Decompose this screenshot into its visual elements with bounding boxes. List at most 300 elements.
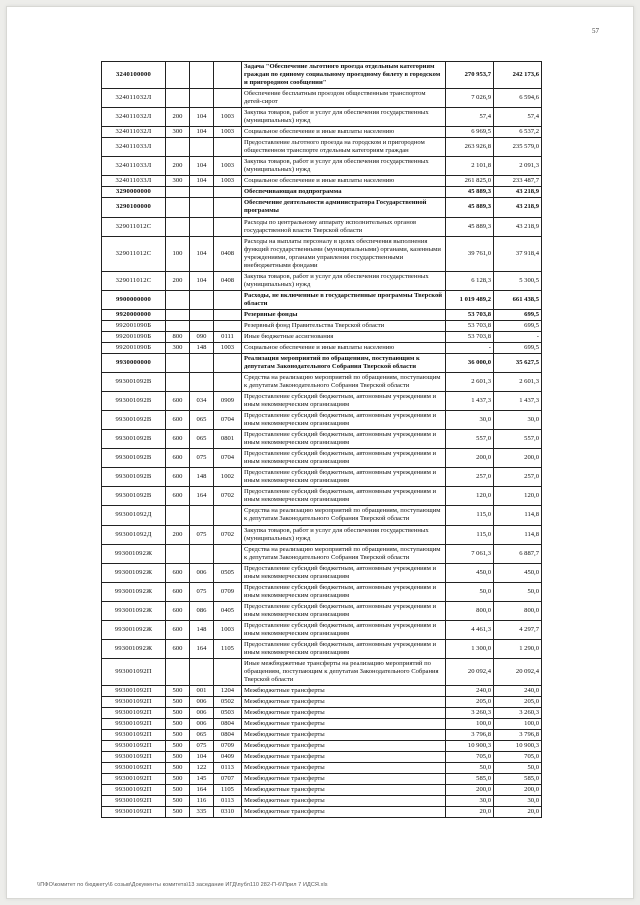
description-cell: Задача "Обеспечение льготного проезда отдельным категориям граждан по единому социальному проездному билету в городском и пригородном сообщении" bbox=[242, 62, 446, 89]
amount-approved-cell: 57,4 bbox=[446, 108, 494, 127]
amount-executed-cell: 20 092,4 bbox=[494, 658, 542, 685]
subgroup-cell: 104 bbox=[190, 176, 214, 187]
description-cell: Межбюджетные трансферты bbox=[242, 796, 446, 807]
amount-executed-cell: 30,0 bbox=[494, 411, 542, 430]
table-row bbox=[102, 411, 542, 430]
amount-approved-cell: 50,0 bbox=[446, 582, 494, 601]
amount-approved-cell: 20 092,4 bbox=[446, 658, 494, 685]
code-cell: 993001092П bbox=[102, 658, 166, 685]
amount-executed-cell: 2 601,3 bbox=[494, 373, 542, 392]
code-cell: 993001092В bbox=[102, 411, 166, 430]
code-cell: 993001092П bbox=[102, 741, 166, 752]
section-cell: 0804 bbox=[214, 730, 242, 741]
expense-group-cell bbox=[166, 89, 190, 108]
section-cell: 0408 bbox=[214, 236, 242, 271]
description-cell: Предоставление субсидий бюджетным, автономным учреждениям и иным некоммерческим организациям bbox=[242, 487, 446, 506]
amount-executed-cell: 661 438,5 bbox=[494, 290, 542, 309]
code-cell: 324011032Л bbox=[102, 127, 166, 138]
amount-approved-cell: 39 761,0 bbox=[446, 236, 494, 271]
description-cell: Предоставление субсидий бюджетным, автономным учреждениям и иным некоммерческим организациям bbox=[242, 411, 446, 430]
subgroup-cell: 075 bbox=[190, 741, 214, 752]
amount-executed-cell: 50,0 bbox=[494, 763, 542, 774]
subgroup-cell bbox=[190, 138, 214, 157]
subgroup-cell: 086 bbox=[190, 601, 214, 620]
expense-group-cell bbox=[166, 217, 190, 236]
description-cell: Межбюджетные трансферты bbox=[242, 708, 446, 719]
table-row bbox=[102, 187, 542, 198]
section-cell: 0801 bbox=[214, 430, 242, 449]
table-row bbox=[102, 290, 542, 309]
code-cell: 993001092В bbox=[102, 430, 166, 449]
subgroup-cell bbox=[190, 309, 214, 320]
table-row bbox=[102, 620, 542, 639]
amount-executed-cell: 6 594,6 bbox=[494, 89, 542, 108]
code-cell: 993001092Ж bbox=[102, 620, 166, 639]
code-cell: 993001092П bbox=[102, 708, 166, 719]
expense-group-cell: 600 bbox=[166, 601, 190, 620]
section-cell: 0408 bbox=[214, 271, 242, 290]
amount-approved-cell: 53 703,8 bbox=[446, 320, 494, 331]
description-cell: Предоставление субсидий бюджетным, автономным учреждениям и иным некоммерческим организациям bbox=[242, 392, 446, 411]
amount-executed-cell: 120,0 bbox=[494, 487, 542, 506]
expense-group-cell: 600 bbox=[166, 411, 190, 430]
expense-group-cell bbox=[166, 320, 190, 331]
section-cell: 1003 bbox=[214, 620, 242, 639]
amount-approved-cell: 270 953,7 bbox=[446, 62, 494, 89]
amount-executed-cell: 699,5 bbox=[494, 342, 542, 353]
table-row bbox=[102, 108, 542, 127]
table-row bbox=[102, 157, 542, 176]
section-cell: 1204 bbox=[214, 686, 242, 697]
table-row bbox=[102, 342, 542, 353]
table-row bbox=[102, 658, 542, 685]
amount-approved-cell: 115,0 bbox=[446, 506, 494, 525]
expense-group-cell: 200 bbox=[166, 271, 190, 290]
subgroup-cell bbox=[190, 544, 214, 563]
amount-executed-cell: 114,8 bbox=[494, 506, 542, 525]
description-cell: Межбюджетные трансферты bbox=[242, 730, 446, 741]
section-cell: 1105 bbox=[214, 639, 242, 658]
expense-group-cell: 500 bbox=[166, 697, 190, 708]
section-cell bbox=[214, 544, 242, 563]
section-cell bbox=[214, 217, 242, 236]
subgroup-cell: 164 bbox=[190, 487, 214, 506]
amount-executed-cell: 2 091,3 bbox=[494, 157, 542, 176]
subgroup-cell bbox=[190, 373, 214, 392]
expense-group-cell bbox=[166, 506, 190, 525]
expense-group-cell: 200 bbox=[166, 525, 190, 544]
amount-executed-cell: 1 290,0 bbox=[494, 639, 542, 658]
expense-group-cell: 600 bbox=[166, 430, 190, 449]
amount-approved-cell: 50,0 bbox=[446, 763, 494, 774]
expense-group-cell: 600 bbox=[166, 449, 190, 468]
amount-approved-cell: 200,0 bbox=[446, 785, 494, 796]
code-cell: 993001092П bbox=[102, 686, 166, 697]
amount-approved-cell: 261 825,0 bbox=[446, 176, 494, 187]
subgroup-cell: 148 bbox=[190, 342, 214, 353]
table-row bbox=[102, 127, 542, 138]
amount-approved-cell: 3 796,8 bbox=[446, 730, 494, 741]
subgroup-cell: 116 bbox=[190, 796, 214, 807]
section-cell: 0702 bbox=[214, 487, 242, 506]
amount-approved-cell: 30,0 bbox=[446, 796, 494, 807]
subgroup-cell: 006 bbox=[190, 563, 214, 582]
table-row bbox=[102, 708, 542, 719]
amount-executed-cell: 20,0 bbox=[494, 807, 542, 818]
expense-group-cell: 500 bbox=[166, 752, 190, 763]
table-row bbox=[102, 807, 542, 818]
subgroup-cell: 104 bbox=[190, 127, 214, 138]
amount-executed-cell: 257,0 bbox=[494, 468, 542, 487]
code-cell: 993001092В bbox=[102, 449, 166, 468]
subgroup-cell: 104 bbox=[190, 236, 214, 271]
section-cell: 0409 bbox=[214, 752, 242, 763]
expense-group-cell: 300 bbox=[166, 342, 190, 353]
table-row bbox=[102, 217, 542, 236]
section-cell: 0505 bbox=[214, 563, 242, 582]
table-row bbox=[102, 601, 542, 620]
amount-approved-cell: 257,0 bbox=[446, 468, 494, 487]
document-page bbox=[6, 6, 634, 899]
subgroup-cell: 104 bbox=[190, 752, 214, 763]
table-row bbox=[102, 353, 542, 372]
table-row bbox=[102, 309, 542, 320]
expense-group-cell bbox=[166, 187, 190, 198]
amount-approved-cell: 100,0 bbox=[446, 719, 494, 730]
code-cell: 993001092П bbox=[102, 796, 166, 807]
table-row bbox=[102, 506, 542, 525]
amount-executed-cell: 557,0 bbox=[494, 430, 542, 449]
description-cell: Средства на реализацию мероприятий по обращениям, поступающим к депутатам Законодательного Собрания Тверской области bbox=[242, 506, 446, 525]
amount-executed-cell: 242 173,6 bbox=[494, 62, 542, 89]
description-cell: Предоставление субсидий бюджетным, автономным учреждениям и иным некоммерческим организациям bbox=[242, 468, 446, 487]
code-cell: 3290100000 bbox=[102, 198, 166, 217]
expense-group-cell: 600 bbox=[166, 563, 190, 582]
table-row bbox=[102, 697, 542, 708]
amount-executed-cell: 3 796,8 bbox=[494, 730, 542, 741]
description-cell: Закупка товаров, работ и услуг для обеспечения государственных (муниципальных) нужд bbox=[242, 271, 446, 290]
amount-approved-cell: 705,0 bbox=[446, 752, 494, 763]
code-cell: 992001090Б bbox=[102, 320, 166, 331]
subgroup-cell: 104 bbox=[190, 157, 214, 176]
table-row bbox=[102, 392, 542, 411]
amount-executed-cell: 43 218,9 bbox=[494, 217, 542, 236]
subgroup-cell: 065 bbox=[190, 730, 214, 741]
subgroup-cell: 006 bbox=[190, 719, 214, 730]
code-cell: 329011012С bbox=[102, 271, 166, 290]
section-cell: 0113 bbox=[214, 763, 242, 774]
description-cell: Расходы по центральному аппарату исполнительных органов государственной власти Тверской области bbox=[242, 217, 446, 236]
section-cell: 0704 bbox=[214, 449, 242, 468]
description-cell: Предоставление субсидий бюджетным, автономным учреждениям и иным некоммерческим организациям bbox=[242, 620, 446, 639]
amount-approved-cell: 1 300,0 bbox=[446, 639, 494, 658]
code-cell: 993001092П bbox=[102, 774, 166, 785]
expense-group-cell: 500 bbox=[166, 719, 190, 730]
subgroup-cell bbox=[190, 320, 214, 331]
description-cell: Закупка товаров, работ и услуг для обеспечения государственных (муниципальных) нужд bbox=[242, 157, 446, 176]
table-row bbox=[102, 796, 542, 807]
amount-approved-cell: 45 889,3 bbox=[446, 217, 494, 236]
code-cell: 993001092Ж bbox=[102, 601, 166, 620]
amount-approved-cell: 53 703,8 bbox=[446, 309, 494, 320]
amount-approved-cell: - bbox=[446, 342, 494, 353]
code-cell: 324011032Л bbox=[102, 108, 166, 127]
expense-group-cell: 300 bbox=[166, 127, 190, 138]
amount-executed-cell: 699,5 bbox=[494, 320, 542, 331]
description-cell: Обеспечение бесплатным проездом общественным транспортом детей-сирот bbox=[242, 89, 446, 108]
section-cell: 0503 bbox=[214, 708, 242, 719]
subgroup-cell: 164 bbox=[190, 639, 214, 658]
amount-approved-cell: 6 128,3 bbox=[446, 271, 494, 290]
description-cell: Обеспечение деятельности администратора Государственной программы bbox=[242, 198, 446, 217]
subgroup-cell: 034 bbox=[190, 392, 214, 411]
amount-executed-cell: 6 887,7 bbox=[494, 544, 542, 563]
footer-file-path: \\ПФО\комитет по бюджету\6 созыв\Документы комитета\13 заседание ИГД\публ110 282-П-6\Прил 7 ИДСЯ.xls bbox=[37, 882, 328, 888]
expense-group-cell: 500 bbox=[166, 730, 190, 741]
expense-group-cell: 500 bbox=[166, 708, 190, 719]
description-cell: Средства на реализацию мероприятий по обращениям, поступающим к депутатам Законодательного Собрания Тверской области bbox=[242, 373, 446, 392]
subgroup-cell bbox=[190, 198, 214, 217]
amount-approved-cell: 585,0 bbox=[446, 774, 494, 785]
section-cell: 1003 bbox=[214, 127, 242, 138]
amount-executed-cell: 43 218,9 bbox=[494, 187, 542, 198]
table-row bbox=[102, 236, 542, 271]
description-cell: Расходы на выплаты персоналу в целях обеспечения выполнения функций государственными (муниципальными) органами, казенными учреждениями, органами управления государственными внебюджетными фондами bbox=[242, 236, 446, 271]
amount-executed-cell: 699,5 bbox=[494, 309, 542, 320]
subgroup-cell bbox=[190, 89, 214, 108]
section-cell bbox=[214, 353, 242, 372]
amount-executed-cell: 43 218,9 bbox=[494, 198, 542, 217]
code-cell: 993001092П bbox=[102, 752, 166, 763]
amount-approved-cell: 1 437,3 bbox=[446, 392, 494, 411]
expense-group-cell: 500 bbox=[166, 807, 190, 818]
code-cell: 9930000000 bbox=[102, 353, 166, 372]
amount-approved-cell: 3 260,3 bbox=[446, 708, 494, 719]
subgroup-cell: 148 bbox=[190, 620, 214, 639]
table-row bbox=[102, 525, 542, 544]
amount-executed-cell: 205,0 bbox=[494, 697, 542, 708]
code-cell: 324011033Л bbox=[102, 176, 166, 187]
expense-group-cell bbox=[166, 198, 190, 217]
description-cell: Межбюджетные трансферты bbox=[242, 741, 446, 752]
amount-executed-cell: 240,0 bbox=[494, 686, 542, 697]
amount-executed-cell: 30,0 bbox=[494, 796, 542, 807]
code-cell: 993001092Д bbox=[102, 525, 166, 544]
amount-approved-cell: 30,0 bbox=[446, 411, 494, 430]
section-cell bbox=[214, 373, 242, 392]
table-row bbox=[102, 487, 542, 506]
amount-executed-cell: 4 297,7 bbox=[494, 620, 542, 639]
code-cell: 993001092П bbox=[102, 807, 166, 818]
section-cell: 0111 bbox=[214, 331, 242, 342]
expense-group-cell bbox=[166, 373, 190, 392]
amount-executed-cell: 450,0 bbox=[494, 563, 542, 582]
amount-approved-cell: 10 900,3 bbox=[446, 741, 494, 752]
amount-approved-cell: 2 101,8 bbox=[446, 157, 494, 176]
table-row bbox=[102, 331, 542, 342]
section-cell: 1003 bbox=[214, 342, 242, 353]
code-cell: 993001092П bbox=[102, 730, 166, 741]
section-cell bbox=[214, 290, 242, 309]
subgroup-cell: 065 bbox=[190, 430, 214, 449]
code-cell: 993001092В bbox=[102, 487, 166, 506]
amount-executed-cell: 114,8 bbox=[494, 525, 542, 544]
table-row bbox=[102, 741, 542, 752]
expense-group-cell bbox=[166, 353, 190, 372]
section-cell: 0702 bbox=[214, 525, 242, 544]
section-cell bbox=[214, 187, 242, 198]
expense-group-cell: 200 bbox=[166, 108, 190, 127]
amount-executed-cell: 235 579,0 bbox=[494, 138, 542, 157]
expense-group-cell: 600 bbox=[166, 582, 190, 601]
expense-group-cell: 800 bbox=[166, 331, 190, 342]
subgroup-cell: 104 bbox=[190, 271, 214, 290]
amount-approved-cell: 450,0 bbox=[446, 563, 494, 582]
code-cell: 993001092Ж bbox=[102, 544, 166, 563]
subgroup-cell: 090 bbox=[190, 331, 214, 342]
table-row bbox=[102, 774, 542, 785]
amount-executed-cell: 5 300,5 bbox=[494, 271, 542, 290]
description-cell: Предоставление субсидий бюджетным, автономным учреждениям и иным некоммерческим организациям bbox=[242, 601, 446, 620]
description-cell: Расходы, не включенные в государственные программы Тверской области bbox=[242, 290, 446, 309]
table-row bbox=[102, 320, 542, 331]
subgroup-cell bbox=[190, 290, 214, 309]
description-cell: Межбюджетные трансферты bbox=[242, 763, 446, 774]
amount-approved-cell: 115,0 bbox=[446, 525, 494, 544]
description-cell: Резервные фонды bbox=[242, 309, 446, 320]
description-cell: Межбюджетные трансферты bbox=[242, 807, 446, 818]
expense-group-cell: 200 bbox=[166, 157, 190, 176]
table-row bbox=[102, 373, 542, 392]
amount-executed-cell: 800,0 bbox=[494, 601, 542, 620]
amount-approved-cell: 53 703,8 bbox=[446, 331, 494, 342]
description-cell: Закупка товаров, работ и услуг для обеспечения государственных (муниципальных) нужд bbox=[242, 525, 446, 544]
section-cell: 0709 bbox=[214, 582, 242, 601]
description-cell: Межбюджетные трансферты bbox=[242, 686, 446, 697]
amount-approved-cell: 20,0 bbox=[446, 807, 494, 818]
expense-group-cell bbox=[166, 544, 190, 563]
code-cell: 329011012С bbox=[102, 217, 166, 236]
expense-group-cell: 600 bbox=[166, 392, 190, 411]
expense-group-cell: 500 bbox=[166, 741, 190, 752]
description-cell: Предоставление субсидий бюджетным, автономным учреждениям и иным некоммерческим организациям bbox=[242, 430, 446, 449]
table-row bbox=[102, 89, 542, 108]
code-cell: 9900000000 bbox=[102, 290, 166, 309]
amount-executed-cell: 10 900,3 bbox=[494, 741, 542, 752]
code-cell: 993001092В bbox=[102, 392, 166, 411]
description-cell: Предоставление льготного проезда на городском и пригородном общественном транспорте отдельным категориям граждан bbox=[242, 138, 446, 157]
code-cell: 329011012С bbox=[102, 236, 166, 271]
amount-approved-cell: 6 969,5 bbox=[446, 127, 494, 138]
code-cell: 992001090Б bbox=[102, 331, 166, 342]
section-cell: 0707 bbox=[214, 774, 242, 785]
amount-executed-cell: 6 537,2 bbox=[494, 127, 542, 138]
amount-approved-cell: 240,0 bbox=[446, 686, 494, 697]
code-cell: 993001092Ж bbox=[102, 639, 166, 658]
code-cell: 993001092Ж bbox=[102, 563, 166, 582]
expense-group-cell: 600 bbox=[166, 639, 190, 658]
expense-group-cell: 600 bbox=[166, 468, 190, 487]
expense-group-cell bbox=[166, 138, 190, 157]
amount-executed-cell: 200,0 bbox=[494, 449, 542, 468]
page-number: 57 bbox=[592, 27, 599, 35]
amount-executed-cell: - bbox=[494, 331, 542, 342]
table-row bbox=[102, 430, 542, 449]
amount-approved-cell: 263 926,8 bbox=[446, 138, 494, 157]
amount-approved-cell: 7 061,3 bbox=[446, 544, 494, 563]
description-cell: Обеспечивающая подпрограмма bbox=[242, 187, 446, 198]
expense-group-cell: 500 bbox=[166, 785, 190, 796]
amount-executed-cell: 233 487,7 bbox=[494, 176, 542, 187]
table-row bbox=[102, 62, 542, 89]
subgroup-cell: 104 bbox=[190, 108, 214, 127]
amount-executed-cell: 585,0 bbox=[494, 774, 542, 785]
code-cell: 324011033Л bbox=[102, 138, 166, 157]
description-cell: Резервный фонд Правительства Тверской области bbox=[242, 320, 446, 331]
section-cell bbox=[214, 658, 242, 685]
code-cell: 993001092П bbox=[102, 763, 166, 774]
description-cell: Межбюджетные трансферты bbox=[242, 697, 446, 708]
section-cell: 0909 bbox=[214, 392, 242, 411]
subgroup-cell: 145 bbox=[190, 774, 214, 785]
expense-group-cell bbox=[166, 658, 190, 685]
code-cell: 324011033Л bbox=[102, 157, 166, 176]
table-row bbox=[102, 686, 542, 697]
code-cell: 324011032Л bbox=[102, 89, 166, 108]
code-cell: 3290000000 bbox=[102, 187, 166, 198]
subgroup-cell bbox=[190, 658, 214, 685]
subgroup-cell bbox=[190, 62, 214, 89]
amount-executed-cell: 35 627,5 bbox=[494, 353, 542, 372]
code-cell: 993001092П bbox=[102, 719, 166, 730]
table-row bbox=[102, 468, 542, 487]
code-cell: 3240100000 bbox=[102, 62, 166, 89]
section-cell: 0709 bbox=[214, 741, 242, 752]
subgroup-cell: 148 bbox=[190, 468, 214, 487]
description-cell: Предоставление субсидий бюджетным, автономным учреждениям и иным некоммерческим организациям bbox=[242, 582, 446, 601]
table-row bbox=[102, 563, 542, 582]
code-cell: 993001092В bbox=[102, 468, 166, 487]
section-cell: 0502 bbox=[214, 697, 242, 708]
description-cell: Межбюджетные трансферты bbox=[242, 774, 446, 785]
code-cell: 993001092В bbox=[102, 373, 166, 392]
code-cell: 993001092Ж bbox=[102, 582, 166, 601]
description-cell: Предоставление субсидий бюджетным, автономным учреждениям и иным некоммерческим организациям bbox=[242, 563, 446, 582]
expense-group-cell: 500 bbox=[166, 796, 190, 807]
description-cell: Социальное обеспечение и иные выплаты населению bbox=[242, 342, 446, 353]
subgroup-cell: 006 bbox=[190, 697, 214, 708]
description-cell: Предоставление субсидий бюджетным, автономным учреждениям и иным некоммерческим организациям bbox=[242, 449, 446, 468]
subgroup-cell: 006 bbox=[190, 708, 214, 719]
code-cell: 992001090Б bbox=[102, 342, 166, 353]
amount-approved-cell: 45 889,3 bbox=[446, 198, 494, 217]
code-cell: 993001092П bbox=[102, 785, 166, 796]
description-cell: Межбюджетные трансферты bbox=[242, 719, 446, 730]
subgroup-cell: 122 bbox=[190, 763, 214, 774]
section-cell: 0704 bbox=[214, 411, 242, 430]
expense-group-cell bbox=[166, 290, 190, 309]
subgroup-cell: 164 bbox=[190, 785, 214, 796]
section-cell bbox=[214, 309, 242, 320]
amount-executed-cell: 200,0 bbox=[494, 785, 542, 796]
section-cell bbox=[214, 138, 242, 157]
subgroup-cell bbox=[190, 506, 214, 525]
amount-approved-cell: 45 889,3 bbox=[446, 187, 494, 198]
expense-group-cell: 100 bbox=[166, 236, 190, 271]
amount-approved-cell: 36 000,0 bbox=[446, 353, 494, 372]
amount-approved-cell: 800,0 bbox=[446, 601, 494, 620]
section-cell bbox=[214, 62, 242, 89]
